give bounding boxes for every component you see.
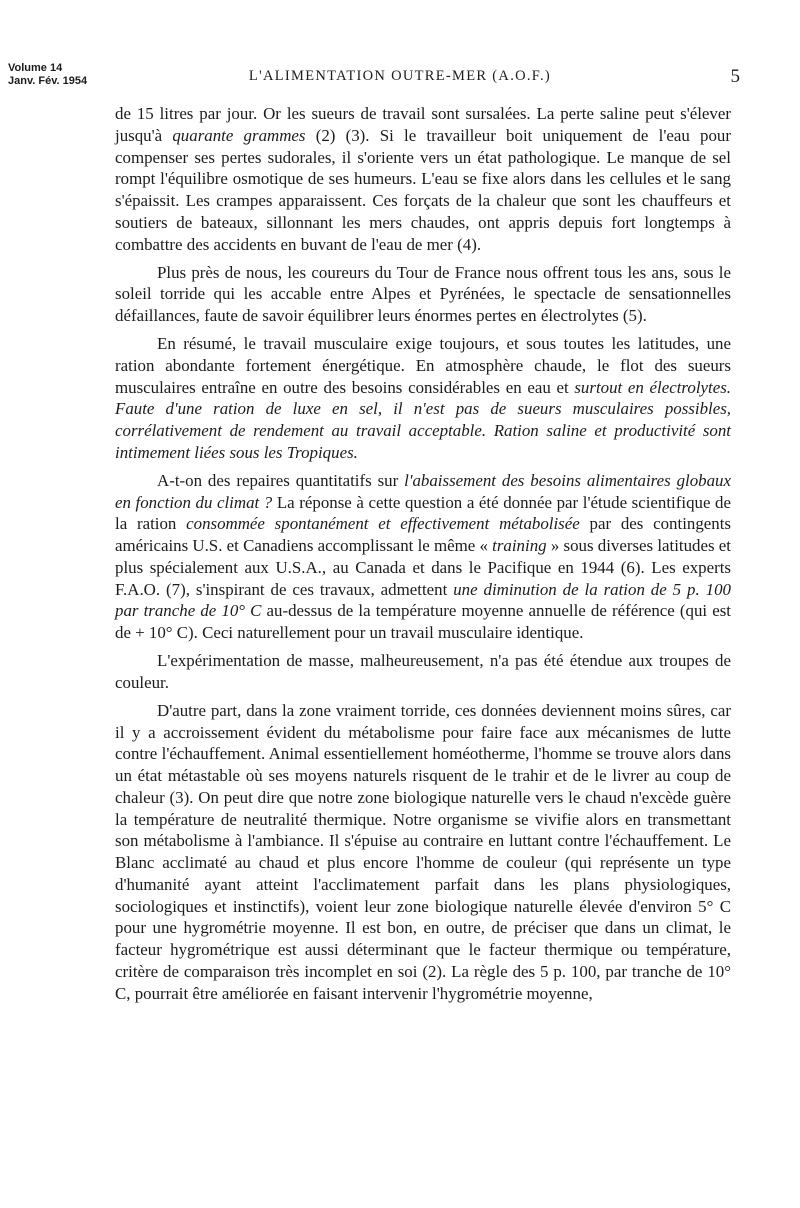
paragraph-text: de 15 litres par jour. Or les sueurs de travail sont sursalées. La perte saline peut s'élever jusqu'à (115, 104, 731, 145)
body-paragraph (115, 262, 731, 327)
paragraph-text: par des contingents américains U.S. et Canadiens accomplissant le même « (115, 514, 731, 555)
paragraph-text: L'expérimentation de masse, malheureusement, n'a pas été étendue aux troupes de couleur. (115, 651, 731, 692)
paragraph-text: Plus près de nous, les coureurs du Tour de France nous offrent tous les ans, sous le soleil torride qui les accable entre Alpes et Pyrénées, le spectacle de sensationnelles défaillances, faute de savoir équilibrer leurs énormes pertes en électrolytes (5). (115, 262, 731, 325)
paragraph-text: D'autre part, dans la zone vraiment torride, ces données deviennent moins sûres, car il y a accroissement évident du métabolisme pour faire face aux mécanismes de lutte contre l'échauffement. Animal essentiellement homéotherme, l'homme se trouve alors dans un état métastable où ses moyens naturels risquent de le trahir et de le livrer au coup de chaleur (3). On peut dire que notre zone biologique naturelle vers le chaud n'excède guère la température de neutralité thermique. Notre organisme se vivifie alors en transmettant son métabolisme à l'ambiance. Il s'épuise au contraire en luttant contre l'échauffement. Le Blanc acclimaté au chaud et plus encore l'homme de couleur (qui représente un type d'humanité ayant atteint l'acclimatement parfait dans les plans physiologiques, sociologiques et instinctifs), voient leur zone biologique naturelle élevée d'environ 5° C pour une hygrométrie moyenne. Il est bon, en outre, de préciser que dans un climat, le facteur hygrométrique est aussi déterminant que le facteur thermique ou température, critère de comparaison très incomplet en soi (2). La règle des 5 p. 100, par tranche de 10° C, pourrait être améliorée en faisant intervenir l'hygrométrie moyenne, (115, 700, 731, 1003)
emphasized-text: une diminution de la ration de 5 p. 100 par tranche de 10° C (115, 579, 731, 621)
body-paragraph (115, 470, 731, 644)
page-number: 5 (730, 66, 740, 87)
body-paragraph (115, 650, 731, 694)
body-paragraph (115, 700, 731, 1005)
paragraph-text: La réponse à cette question a été donnée par l'étude scientifique de la ration (115, 492, 732, 534)
emphasized-text: l'abaissement des besoins alimentaires globaux en fonction du climat ? (115, 470, 732, 512)
body-paragraph (115, 333, 731, 464)
emphasized-text: surtout en électrolytes. Faute d'une ration de luxe en sel, il n'est pas de sueurs musculaires possibles, corrélativement de rendement au travail acceptable. Ration saline et productivité sont intimement liées sous les Tropiques. (115, 377, 732, 462)
article-body (115, 103, 731, 1004)
running-title: L'ALIMENTATION OUTRE-MER (A.O.F.) (248, 68, 552, 84)
emphasized-text: quarante grammes (172, 125, 306, 145)
volume-label: Volume 14 (8, 62, 63, 74)
emphasized-text: consommée spontanément et effectivement métabolisée (186, 514, 580, 534)
body-paragraph (115, 103, 731, 255)
paragraph-text: En résumé, le travail musculaire exige toujours, et sous toutes les latitudes, une ration abondante fortement énergétique. En atmosphère chaude, le flot des sueurs musculaires entraîne en outre des besoins considérables en eau et (115, 334, 731, 397)
emphasized-text: training (492, 536, 547, 555)
issue-date: Janv. Fév. 1954 (8, 75, 88, 87)
paragraph-text: au-dessus de la température moyenne annuelle de référence (qui est de + 10° C). Ceci naturellement pour un travail musculaire identique. (115, 601, 731, 642)
paragraph-text: » sous diverses latitudes et plus spécialement aux U.S.A., au Canada et dans le Pacifique en 1944 (6). Les experts F.A.O. (7), s'inspirant de ces travaux, admettent (115, 536, 731, 599)
paragraph-text: (2) (3). Si le travailleur boit uniquement de l'eau pour compenser ses pertes sudorales, il s'oriente vers un état pathologique. Le manque de sel rompt l'équilibre osmotique de ses humeurs. L'eau se fixe alors dans les cellules et le sang s'épaissit. Les crampes apparaissent. Ces forçats de la chaleur que sont les chauffeurs et soutiers de bateaux, sillonnant les mers chaudes, ont appris depuis fort longtemps à combattre des accidents en buvant de l'eau de mer (4). (115, 125, 731, 254)
paragraph-text: A-t-on des repaires quantitatifs sur (157, 470, 405, 490)
